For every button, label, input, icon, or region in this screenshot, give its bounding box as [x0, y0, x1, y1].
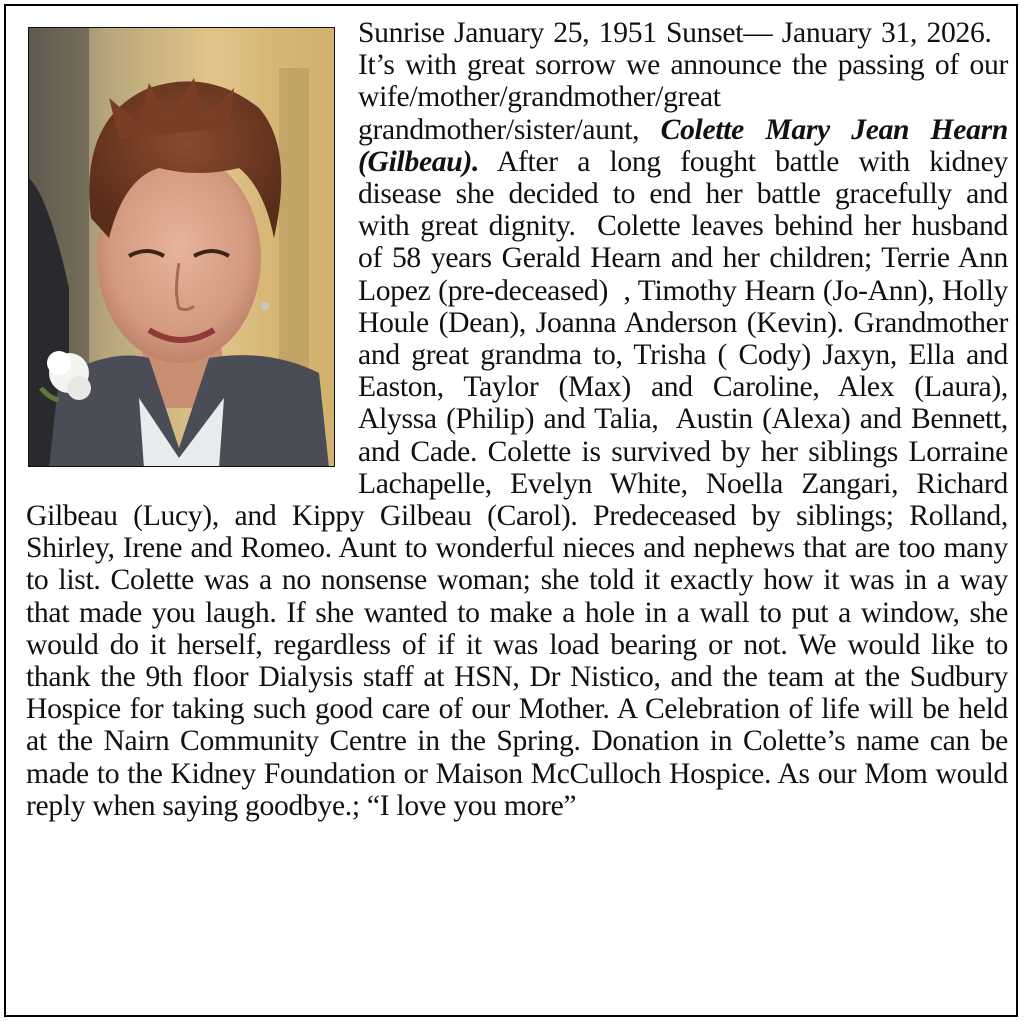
deceased-name: Colette Mary Jean Hearn (Gilbeau).: [358, 113, 1008, 178]
portrait-photo-icon: [29, 28, 335, 467]
obituary-body: After a long fought battle with kidney disease she decided to end her battle gracefully and with great dignity. Colette leaves behind her husband of 58 years Gerald Hearn and her children; Terrie Ann Lopez (pre-deceased) , Timothy Hearn (Jo-Ann), Holly Houle (Dean), Joanna Anderson (Kevin). Grandmother and great grandma to, Trisha ( Cody) Jaxyn, Ella and Easton, Taylor (Max) and Caroline, Alex (Laura), Alyssa (Philip) and Talia, Austin (Alexa) and Bennett, and Cade. Colette is survived by her siblings Lorraine Lachapelle, Evelyn White, Noella Zangari, Richard Gilbeau (Lucy), and Kippy Gilbeau (Carol). Predeceased by siblings; Rolland, Shirley, Irene and Romeo. Aunt to wonderful nieces and nephews that are too many to list. Colette was a no nonsense woman; she told it exactly how it was in a way that made you laugh. If she wanted to make a hole in a wall to put a window, she would do it herself, regardless of if it was load bearing or not. We would like to thank the 9th floor Dialysis staff at HSN, Dr Nistico, and the team at the Sudbury Hospice for taking such good care of our Mother. A Celebration of life will be held at the Nairn Community Centre in the Spring. Donation in Colette’s name can be made to the Kidney Foundation or Maison McCulloch Hospice. As our Mom would reply when saying goodbye.; “I love you more”: [26, 145, 1008, 822]
portrait-photo: [28, 27, 335, 467]
obituary-intro: Sunrise January 25, 1951 Sunset— January 31, 2026. It’s with great sorrow we announce the passing of our wife/mother/grandmother/great grandmother/sister/aunt,: [358, 17, 1008, 146]
obituary-frame: [4, 4, 1018, 1017]
